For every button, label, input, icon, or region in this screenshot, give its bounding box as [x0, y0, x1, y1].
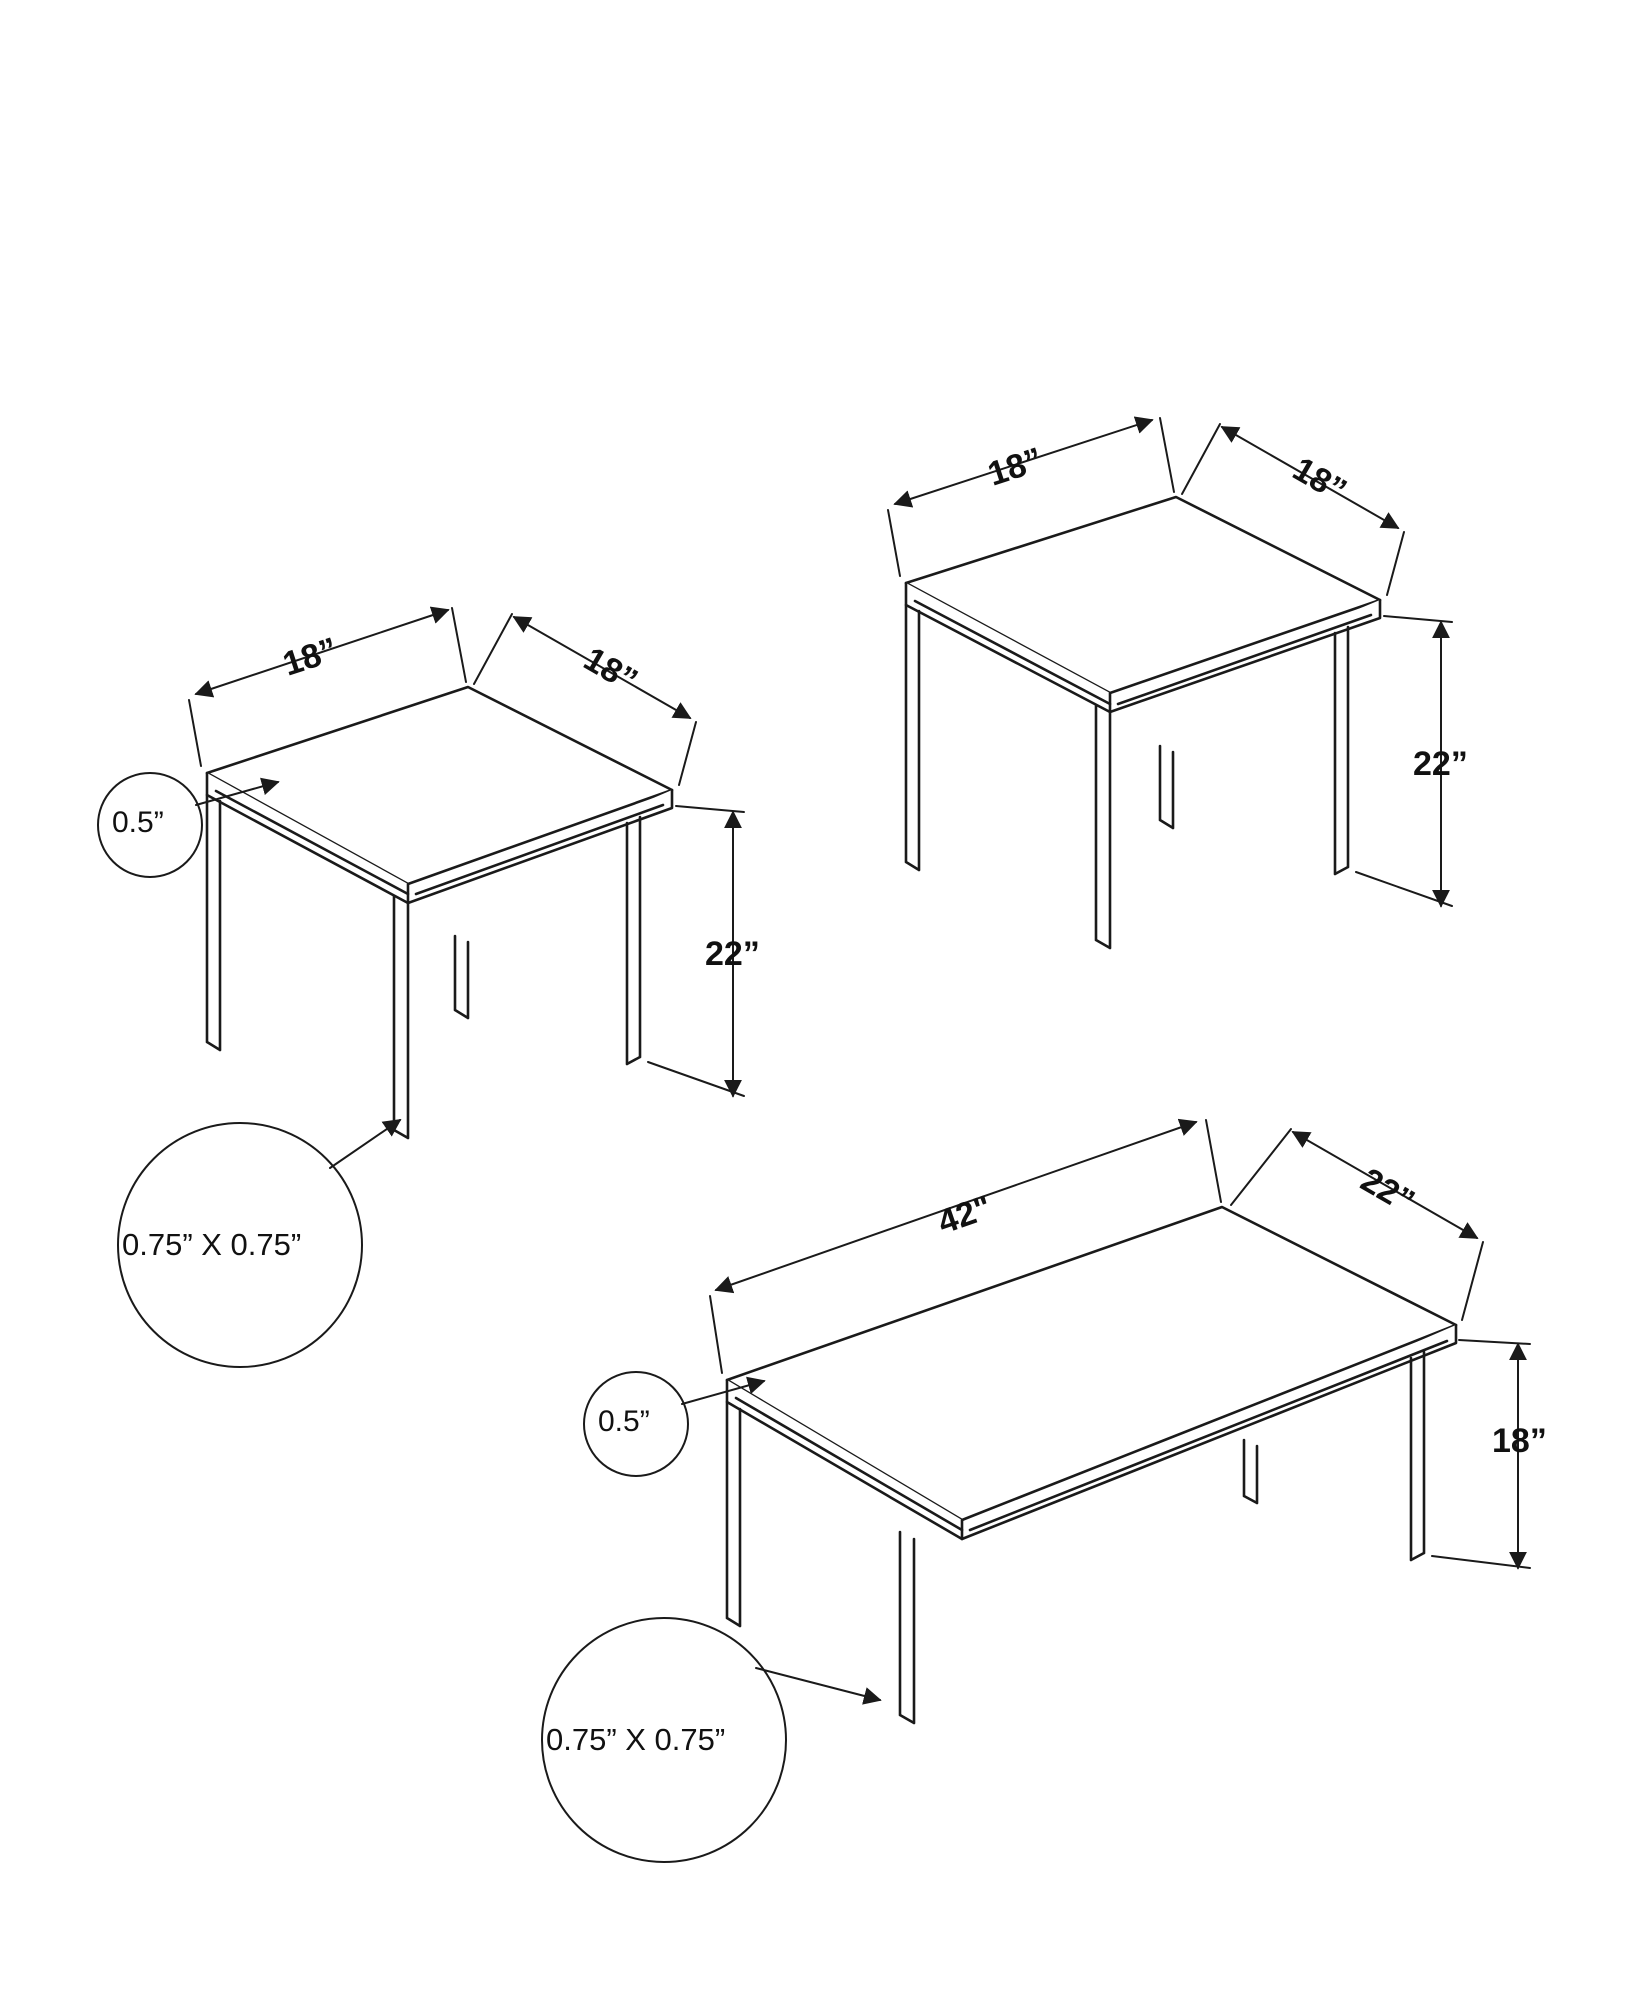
end-table-left-width-label: 18”: [278, 630, 343, 684]
end-table-right-geometry: [906, 497, 1380, 948]
end-table-right-height-label: 22”: [1413, 745, 1468, 783]
end-table-right-width-label: 18”: [983, 440, 1048, 494]
coffee-table-height-label: 18”: [1492, 1422, 1547, 1460]
coffee-table-depth-label: 22”: [1354, 1160, 1421, 1222]
end-table-left-height-label: 22”: [705, 935, 760, 973]
end-table-left-geometry: [207, 687, 672, 1138]
end-table-left-leg-label: 0.75” X 0.75”: [122, 1227, 302, 1262]
coffee-table-thickness-label: 0.5”: [598, 1405, 650, 1438]
coffee-table-width-label: 42": [933, 1188, 997, 1242]
end-table-left-thickness-label: 0.5”: [112, 806, 164, 839]
coffee-table-geometry: [727, 1207, 1456, 1723]
coffee-table-leg-label: 0.75” X 0.75”: [546, 1722, 726, 1757]
end-table-left-depth-label: 18”: [577, 639, 644, 701]
end-table-right-depth-label: 18”: [1286, 449, 1353, 511]
